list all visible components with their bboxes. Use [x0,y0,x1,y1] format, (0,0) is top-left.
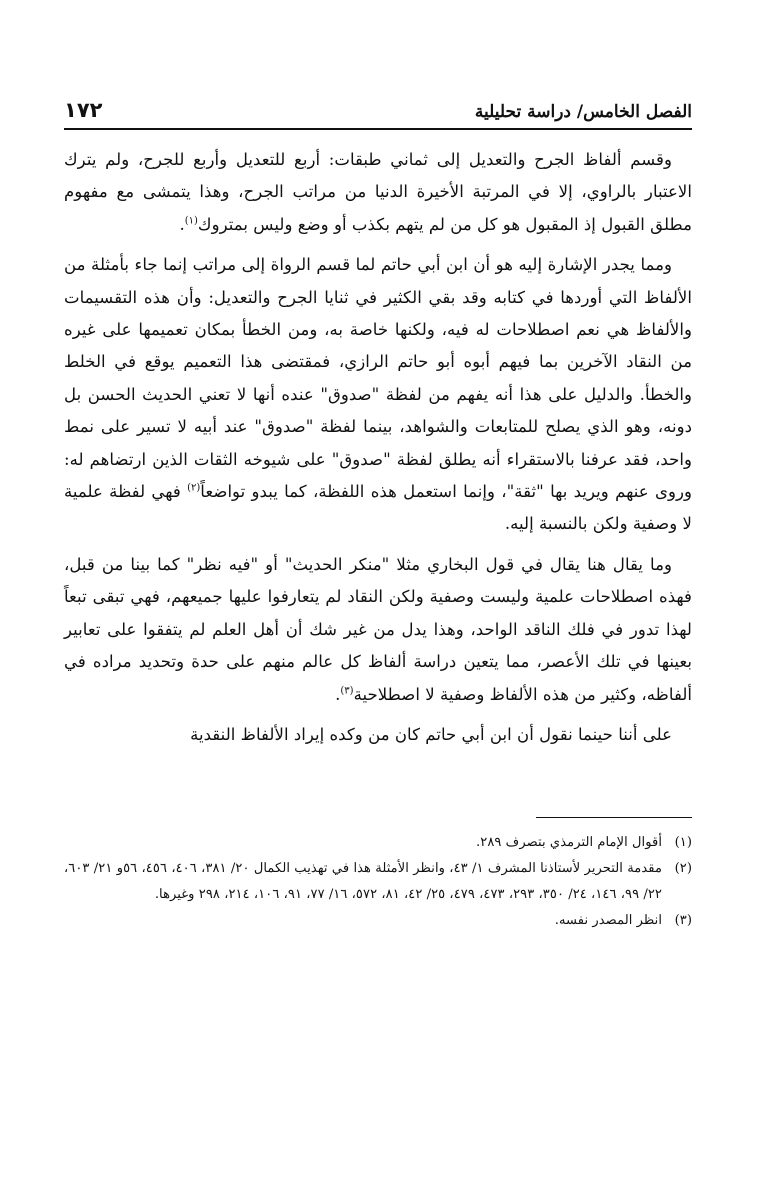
footnote-number: (٣) [674,913,692,929]
footnote-text: مقدمة التحرير لأستاذنا المشرف ١/ ٤٣، وانظر الأمثلة هذا في تهذيب الكمال ٢٠/ ٣٨١، ٤٠٦، ٤٥٦، ٥٦و ٢١/ ٦٠٣، ٢٢/ ٩٩، ١٤٦، ٢٤/ ٣٥٠، ٢٩٣، ٤٧٣، ٤٧٩، ٢٥/ ٤٢، ٨١، ٥٧٢، ١٦/ ٧٧، ٩١، ١٠٦، ٢١٤، ٢٩٨ وغيرها. [64,861,663,903]
footnote-3 [64,908,692,934]
footnote-1 [64,830,692,856]
paragraph-4-text: على أننا حينما نقول أن ابن أبي حاتم كان من وكده إيراد الألفاظ النقدية [190,724,672,744]
paragraph-1-text: وقسم ألفاظ الجرح والتعديل إلى ثماني طبقات: أربع للتعديل وأربع للجرح، ولم يترك الاعتبار بالراوي، إلا في المرتبة الأخيرة الدنيا من مراتب الجرح، وهذا يتمشى مع مفهوم مطلق القبول إذ المقبول هو كل من لم يتهم بكذب أو وضع وليس بمتروك [64,150,692,234]
chapter-title: الفصل الخامس/ دراسة تحليلية [474,102,692,122]
running-header [64,92,692,130]
footnote-number: (٢) [674,861,692,877]
paragraph-4 [64,719,692,751]
paragraph-1-tail: . [179,214,185,234]
paragraph-2-text-b: فهي لفظة علمية لا وصفية ولكن بالنسبة إليه. [64,482,692,534]
footnote-ref-3: (٣) [340,684,354,696]
paragraph-3-tail: . [335,684,341,704]
footnotes [64,830,692,934]
footnote-number: (١) [674,835,692,851]
footnote-ref-2: (٢) [187,482,201,494]
paragraph-3-text: وما يقال هنا يقال في قول البخاري مثلا "منكر الحديث" أو "فيه نظر" كما بينا من قبل، فهذه اصطلاحات علمية وليست وصفية ولكن النقاد لم يتعارفوا عليها جميعهم، فهي تبقى تبعاً لهذا تدور في فلك الناقد الواحد، وهذا يدل من غير شك أن أهل العلم لم يتفقوا على تعابير بعينها في تلك الأعصر، مما يتعين دراسة ألفاظ كل عالم منهم على حدة وتحديد مراده في ألفاظه، وكثير من هذه الألفاظ وصفية لا اصطلاحية [64,554,692,704]
footnote-2 [64,856,692,908]
body-text [64,144,692,751]
paragraph-2 [64,249,692,541]
paragraph-1 [64,144,692,241]
paragraph-2-text-a: ومما يجدر الإشارة إليه هو أن ابن أبي حاتم لما قسم الرواة إلى مراتب إنما جاء بأمثلة من الألفاظ التي أوردها في كتابه وقد بقي الكثير في ثنايا الجرح والتعديل: وأن هذه التقسيمات والألفاظ هي نعم اصطلاحات له فيه، ولكنها خاصة به، ومن الخطأ بمكان تعميمها على غيره من النقاد الآخرين بما فيهم أبوه أبو حاتم الرازي، فمقتضى هذا التعميم يوقع في الخلط والخطأ. والدليل على هذا أنه يفهم من لفظة "صدوق" عنده أنها لا تعني الحديث الحسن بل دونه، وهو الذي يصلح للمتابعات والشواهد، بينما لفظة "صدوق" عند أبيه لا تسير على نمط واحد، فقد عرفنا بالاستقراء أنه يطلق لفظة "صدوق" على شيوخه الثقات الذين ارتضاهم له: وروى عنهم ويريد بها "ثقة"، وإنما استعمل هذه اللفظة، كما يبدو تواضعاً [64,255,692,502]
footnote-ref-1: (١) [184,215,198,227]
footnote-text: أقوال الإمام الترمذي بتصرف ٢٨٩. [476,835,662,851]
book-page [64,92,692,934]
page-number: ١٧٢ [64,98,103,122]
footnote-divider [536,817,692,818]
paragraph-3 [64,549,692,711]
footnote-text: انظر المصدر نفسه. [554,913,662,929]
